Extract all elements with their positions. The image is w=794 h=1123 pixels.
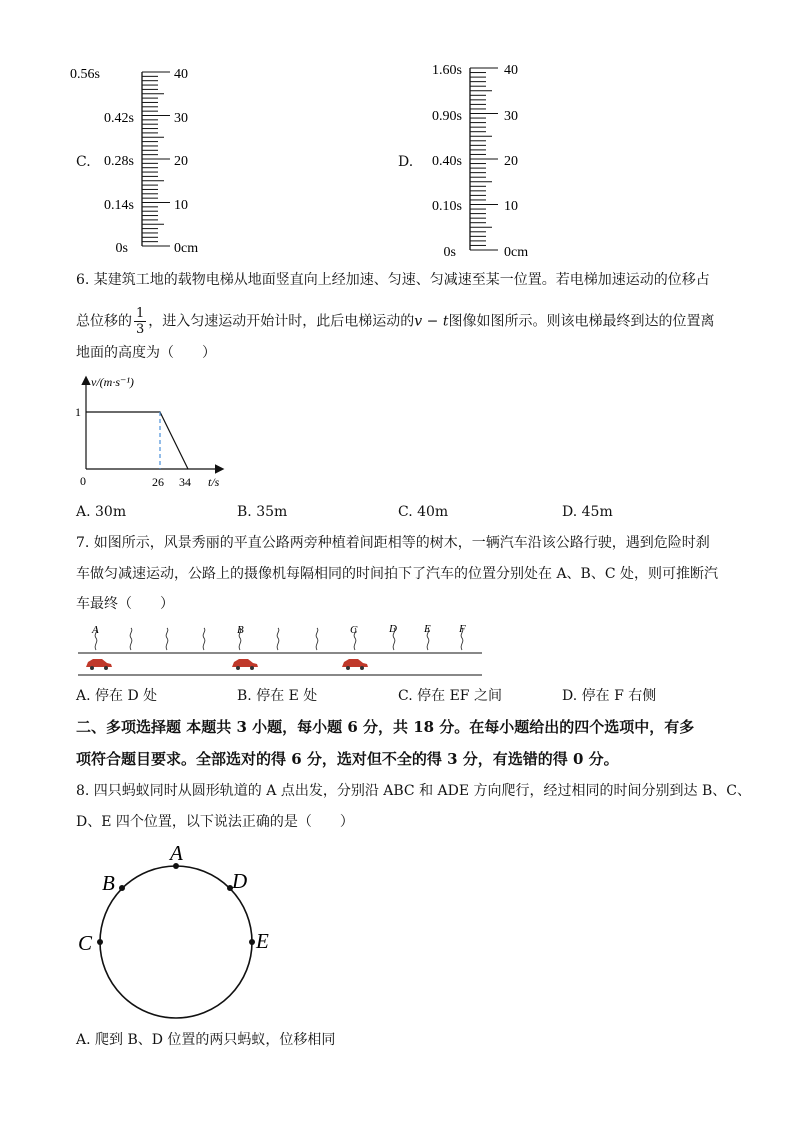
- ruler-d-len-3: 10: [504, 199, 518, 214]
- ruler-c-len-1: 30: [174, 111, 188, 126]
- label-a: A: [170, 841, 183, 865]
- ruler-c-len-0: 40: [174, 67, 188, 82]
- ruler-d-time-1: 0.90s: [432, 109, 462, 124]
- ruler-c-len-3: 10: [174, 198, 188, 213]
- q7-option-b[interactable]: B. 停在 E 处: [237, 688, 318, 704]
- ruler-c-len-2: 20: [174, 154, 188, 169]
- car-at-a: [86, 659, 112, 670]
- ruler-d-len-1: 30: [504, 109, 518, 124]
- q7-option-c[interactable]: C. 停在 EF 之间: [398, 688, 502, 704]
- tree-label-a: A: [92, 624, 99, 636]
- q6-vt: v − t: [414, 313, 449, 330]
- q6-frac-den: 3: [136, 322, 145, 337]
- q6-line3: 地面的高度为（ ）: [76, 345, 216, 361]
- y-axis-label: v/(m·s⁻¹): [91, 375, 134, 389]
- ruler-d-len-4: 0cm: [504, 245, 529, 260]
- car-at-c: [342, 659, 368, 670]
- tree-icon: [316, 628, 318, 650]
- label-c: C: [78, 931, 93, 955]
- q6-option-a[interactable]: A. 30m: [76, 504, 127, 520]
- car-at-b: [232, 659, 258, 670]
- q6-vt-svg: [74, 370, 234, 495]
- q6-option-c[interactable]: C. 40m: [398, 504, 449, 520]
- tree-icon: [166, 628, 168, 650]
- tree-label-c: C: [350, 624, 358, 636]
- q7-road-diagram: [76, 618, 486, 680]
- q6-vt-graph: [74, 370, 234, 495]
- x-axis-label: t/s: [208, 475, 220, 489]
- q8-option-a[interactable]: A. 爬到 B、D 位置的两只蚂蚁，位移相同: [76, 1032, 336, 1048]
- ruler-d-len-0: 40: [504, 63, 518, 78]
- tree-icon: [130, 628, 132, 650]
- q6-line2-b: ，进入匀速运动开始计时，此后电梯运动的: [148, 313, 415, 330]
- v-line: [86, 412, 188, 469]
- x-tick-34: 34: [179, 475, 191, 489]
- x-tick-26: 26: [152, 475, 164, 489]
- ruler-c-time-2: 0.28s: [104, 154, 134, 169]
- ruler-c-graphic: [70, 60, 220, 260]
- ruler-d-time-3: 0.10s: [432, 199, 462, 214]
- y-tick-1: 1: [75, 405, 81, 419]
- tree-label-b: B: [237, 624, 244, 636]
- label-d: D: [232, 869, 248, 893]
- ruler-d-len-2: 20: [504, 154, 518, 169]
- q6-option-d[interactable]: D. 45m: [562, 504, 613, 520]
- section2-heading-line2: 项符合题目要求。全部选对的得 6 分，选对但不全的得 3 分，有选错的得 0 分。: [76, 750, 619, 768]
- ruler-c-time-3: 0.14s: [104, 198, 134, 213]
- option-c-label: C.: [76, 154, 91, 170]
- option-d-label: D.: [398, 154, 414, 170]
- q8-circle-diagram: [70, 838, 280, 1023]
- origin-label: 0: [80, 474, 86, 488]
- ruler-d-graphic: [420, 58, 570, 263]
- ruler-c-time-1: 0.42s: [104, 111, 134, 126]
- label-b: B: [102, 871, 115, 895]
- tree-label-e: E: [424, 623, 431, 635]
- q6-option-b[interactable]: B. 35m: [237, 504, 288, 520]
- ruler-d-time-0: 1.60s: [432, 63, 462, 78]
- tree-label-d: D: [389, 623, 397, 635]
- ruler-c-time-0: 0.56s: [70, 67, 100, 82]
- q7-road-svg: [76, 618, 486, 680]
- q8-circle-svg: [70, 838, 280, 1023]
- q7-option-a[interactable]: A. 停在 D 处: [76, 688, 158, 704]
- point-c: [97, 939, 103, 945]
- section2-heading-line1: 二、多项选择题 本题共 3 小题，每小题 6 分，共 18 分。在每小题给出的四个选项中，有多: [76, 718, 695, 736]
- q7-line1: 7. 如图所示，风景秀丽的平直公路两旁种植着间距相等的树木，一辆汽车沿该公路行驶，遇到危险时刹: [76, 535, 710, 551]
- tree-icon: [203, 628, 205, 650]
- q7-line3: 车最终（ ）: [76, 596, 174, 612]
- ruler-c-len-4: 0cm: [174, 241, 199, 256]
- point-e: [249, 939, 255, 945]
- ruler-d-time-2: 0.40s: [432, 154, 462, 169]
- ruler-c-time-4: 0s: [115, 241, 128, 256]
- q8-line1: 8. 四只蚂蚁同时从圆形轨道的 A 点出发，分别沿 ABC 和 ADE 方向爬行，经过相同的时间分别到达 B、C、: [76, 783, 751, 799]
- ruler-d-time-4: 0s: [443, 245, 456, 260]
- ruler-d: [420, 58, 570, 263]
- q6-fraction: [134, 306, 146, 337]
- q6-line2: [76, 306, 714, 337]
- q7-line2: 车做匀减速运动，公路上的摄像机每隔相同的时间拍下了汽车的位置分别处在 A、B、C 处，则可推断汽: [76, 566, 719, 582]
- tree-label-f: F: [459, 623, 466, 635]
- q6-line2-c: 图像如图所示。则该电梯最终到达的位置离: [448, 313, 715, 330]
- point-b: [119, 885, 125, 891]
- label-e: E: [256, 929, 269, 953]
- tree-icon: [277, 628, 279, 650]
- q6-line1: 6. 某建筑工地的载物电梯从地面竖直向上经加速、匀速、匀减速至某一位置。若电梯加速运动的位移占: [76, 272, 710, 288]
- ruler-c: [70, 60, 220, 260]
- q7-option-d[interactable]: D. 停在 F 右侧: [562, 688, 657, 704]
- q6-line2-a: 总位移的: [76, 313, 132, 330]
- q6-frac-num: 1: [136, 306, 145, 321]
- q8-line2: D、E 四个位置，以下说法正确的是（ ）: [76, 814, 354, 830]
